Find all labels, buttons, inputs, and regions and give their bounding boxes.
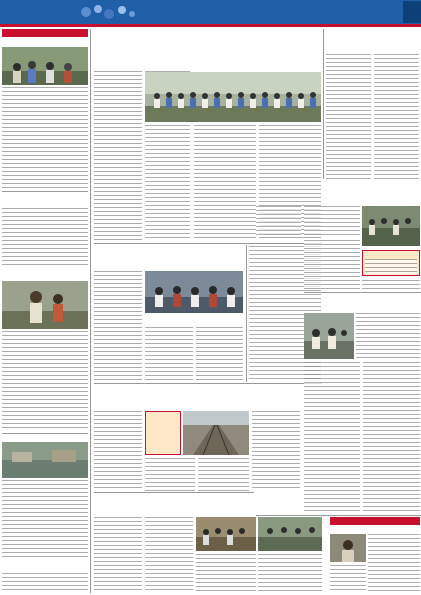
group-photo-icon [145, 72, 321, 122]
inspection-photo-icon [304, 313, 354, 359]
right-double-column-label [330, 517, 420, 525]
story3-body [2, 331, 88, 431]
portrait-photo-icon [330, 534, 366, 562]
protest-photo-icon [196, 517, 256, 551]
story-b-body-col2 [145, 327, 193, 381]
story-b-photo [145, 271, 243, 313]
right-banner-body-3 [304, 240, 360, 290]
lead-photo [145, 72, 321, 122]
story1-photo [2, 47, 88, 85]
right-body-col2 [374, 54, 419, 179]
story-b-body-col3 [196, 327, 243, 381]
story2-body [2, 208, 88, 268]
right-story2-body-3 [363, 362, 420, 512]
lead-body-col3 [145, 125, 190, 241]
story-c-photo [183, 411, 249, 455]
story-c-highlight-box [145, 411, 181, 455]
story4-body [2, 480, 88, 560]
group-photo-icon [362, 206, 420, 246]
lead-body-col4 [194, 125, 256, 241]
lead-body-col1 [94, 71, 142, 241]
story5-body [2, 573, 88, 593]
story1-body [2, 87, 88, 189]
story-d-photo-1 [196, 517, 256, 551]
right-highlight-box [362, 250, 420, 276]
story3-photo [2, 281, 88, 329]
double-column-label [2, 29, 88, 37]
crowd-photo-icon [258, 517, 322, 551]
story-d-body-col1 [94, 517, 142, 593]
story-c-body-col1 [94, 411, 142, 491]
decorative-bubbles-icon [78, 2, 138, 22]
right-banner-body-2 [304, 206, 360, 236]
story-b-body-col1 [94, 271, 142, 381]
story-d-body-col3 [196, 554, 256, 593]
story-d-photo-2 [258, 517, 322, 551]
masthead-rule [0, 24, 421, 27]
flood-photo-icon [2, 442, 88, 478]
right-banner-body-1 [256, 206, 301, 236]
story-d-body-col2 [145, 517, 193, 593]
story-c-body-col3 [198, 458, 249, 491]
right-banner-photo [362, 206, 420, 246]
right-story3-body [368, 534, 420, 592]
railway-photo-icon [183, 411, 249, 455]
right-body-col1 [326, 54, 371, 179]
crowd-photo-icon [2, 47, 88, 85]
meeting-photo-icon [145, 271, 243, 313]
story-c-body-col2 [145, 458, 195, 491]
masthead [0, 0, 421, 24]
story-c-body-col4 [252, 411, 300, 491]
right-story2-body-1 [356, 313, 420, 359]
portrait-photo-icon [2, 281, 88, 329]
page-number [403, 1, 421, 23]
story-d-body-col4 [258, 554, 322, 593]
right-story2-body-2 [304, 362, 360, 512]
story4-photo [2, 442, 88, 478]
date-block [330, 2, 400, 22]
right-story3-photo [330, 534, 366, 562]
left-column [2, 29, 88, 593]
right-story2-photo-1 [304, 313, 354, 359]
